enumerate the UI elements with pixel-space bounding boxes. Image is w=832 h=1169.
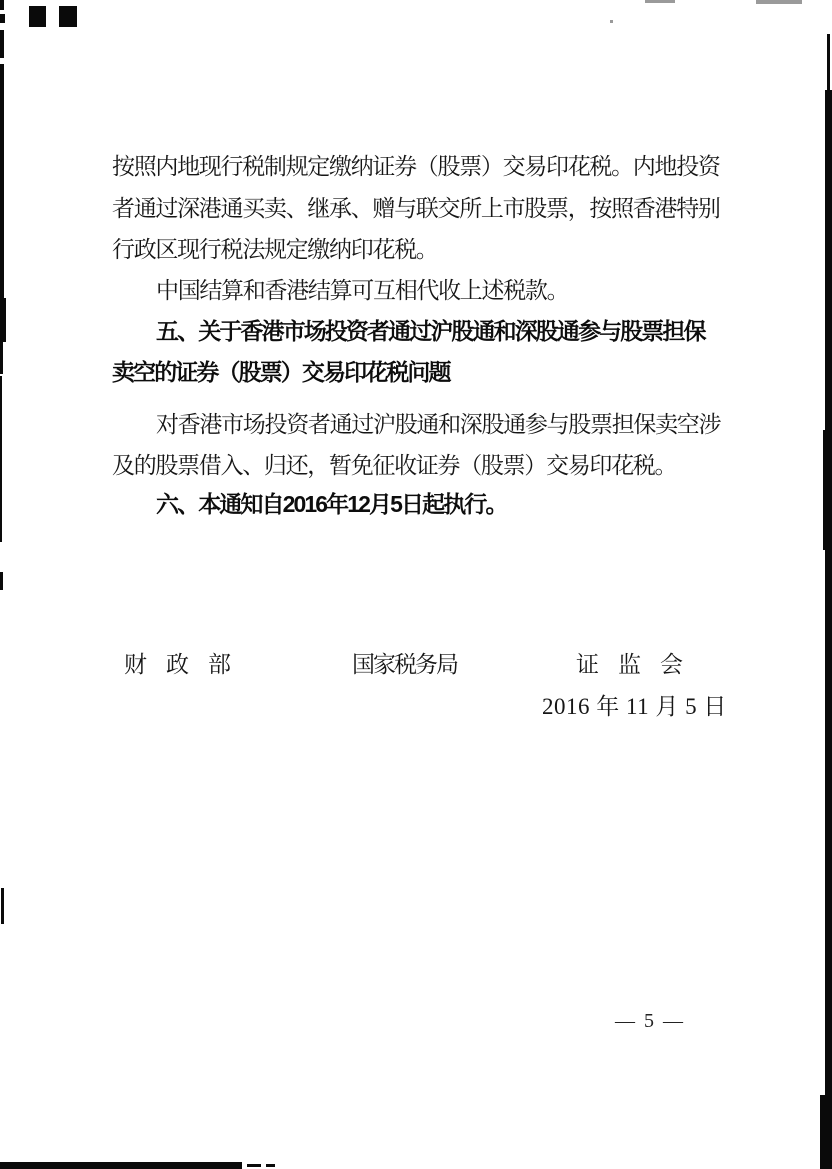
scan-bottom-edge-artifact (0, 1162, 242, 1169)
section-5-heading-line-2: 卖空的证券（股票）交易印花税问题 (112, 359, 450, 385)
scan-left-edge-artifact (0, 0, 4, 10)
body-line-4: 中国结算和香港结算可互相代收上述税款。 (156, 278, 569, 303)
scan-left-edge-artifact (0, 64, 4, 310)
scan-binding-mark (59, 6, 77, 27)
scan-left-edge-artifact (0, 30, 4, 58)
scan-left-edge-artifact (0, 14, 5, 23)
scan-top-edge-speckle (756, 0, 802, 4)
scan-left-edge-artifact (0, 376, 2, 542)
signature-ministry-of-finance: 财 政 部 (124, 652, 229, 677)
scan-binding-mark (29, 6, 46, 27)
body-line-7: 对香港市场投资者通过沪股通和深股通参与股票担保卖空涉 (156, 412, 721, 437)
signature-csrc: 证 监 会 (576, 652, 681, 677)
scan-left-edge-artifact (0, 298, 6, 342)
scan-right-edge-artifact (820, 1095, 826, 1169)
body-line-1: 按照内地现行税制规定缴纳证券（股票）交易印花税。内地投资 (112, 154, 720, 179)
issue-date: 2016 年 11 月 5 日 (542, 694, 727, 719)
signature-state-taxation-administration: 国家税务局 (352, 652, 457, 677)
scan-right-edge-artifact (827, 34, 830, 92)
scan-bottom-edge-artifact (247, 1164, 261, 1167)
section-5-heading-line-1: 五、关于香港市场投资者通过沪股通和深股通参与股票担保 (156, 318, 705, 344)
section-6-heading: 六、本通知自2016年12月5日起执行。 (156, 491, 507, 517)
scan-bottom-edge-artifact (266, 1164, 275, 1167)
scan-top-edge-speckle (610, 20, 613, 23)
scan-left-edge-artifact (1, 888, 4, 924)
scan-left-edge-artifact (0, 572, 3, 590)
page-number: — 5 — (615, 1010, 685, 1032)
body-line-3: 行政区现行税法规定缴纳印花税。 (112, 237, 438, 262)
scan-right-edge-artifact (823, 430, 826, 550)
scan-top-edge-speckle (645, 0, 675, 3)
body-line-2: 者通过深港通买卖、继承、赠与联交所上市股票，按照香港特别 (112, 196, 720, 221)
scan-left-edge-artifact (0, 342, 3, 374)
scan-right-edge-artifact (825, 90, 832, 1169)
body-line-8: 及的股票借入、归还，暂免征收证券（股票）交易印花税。 (112, 453, 677, 478)
